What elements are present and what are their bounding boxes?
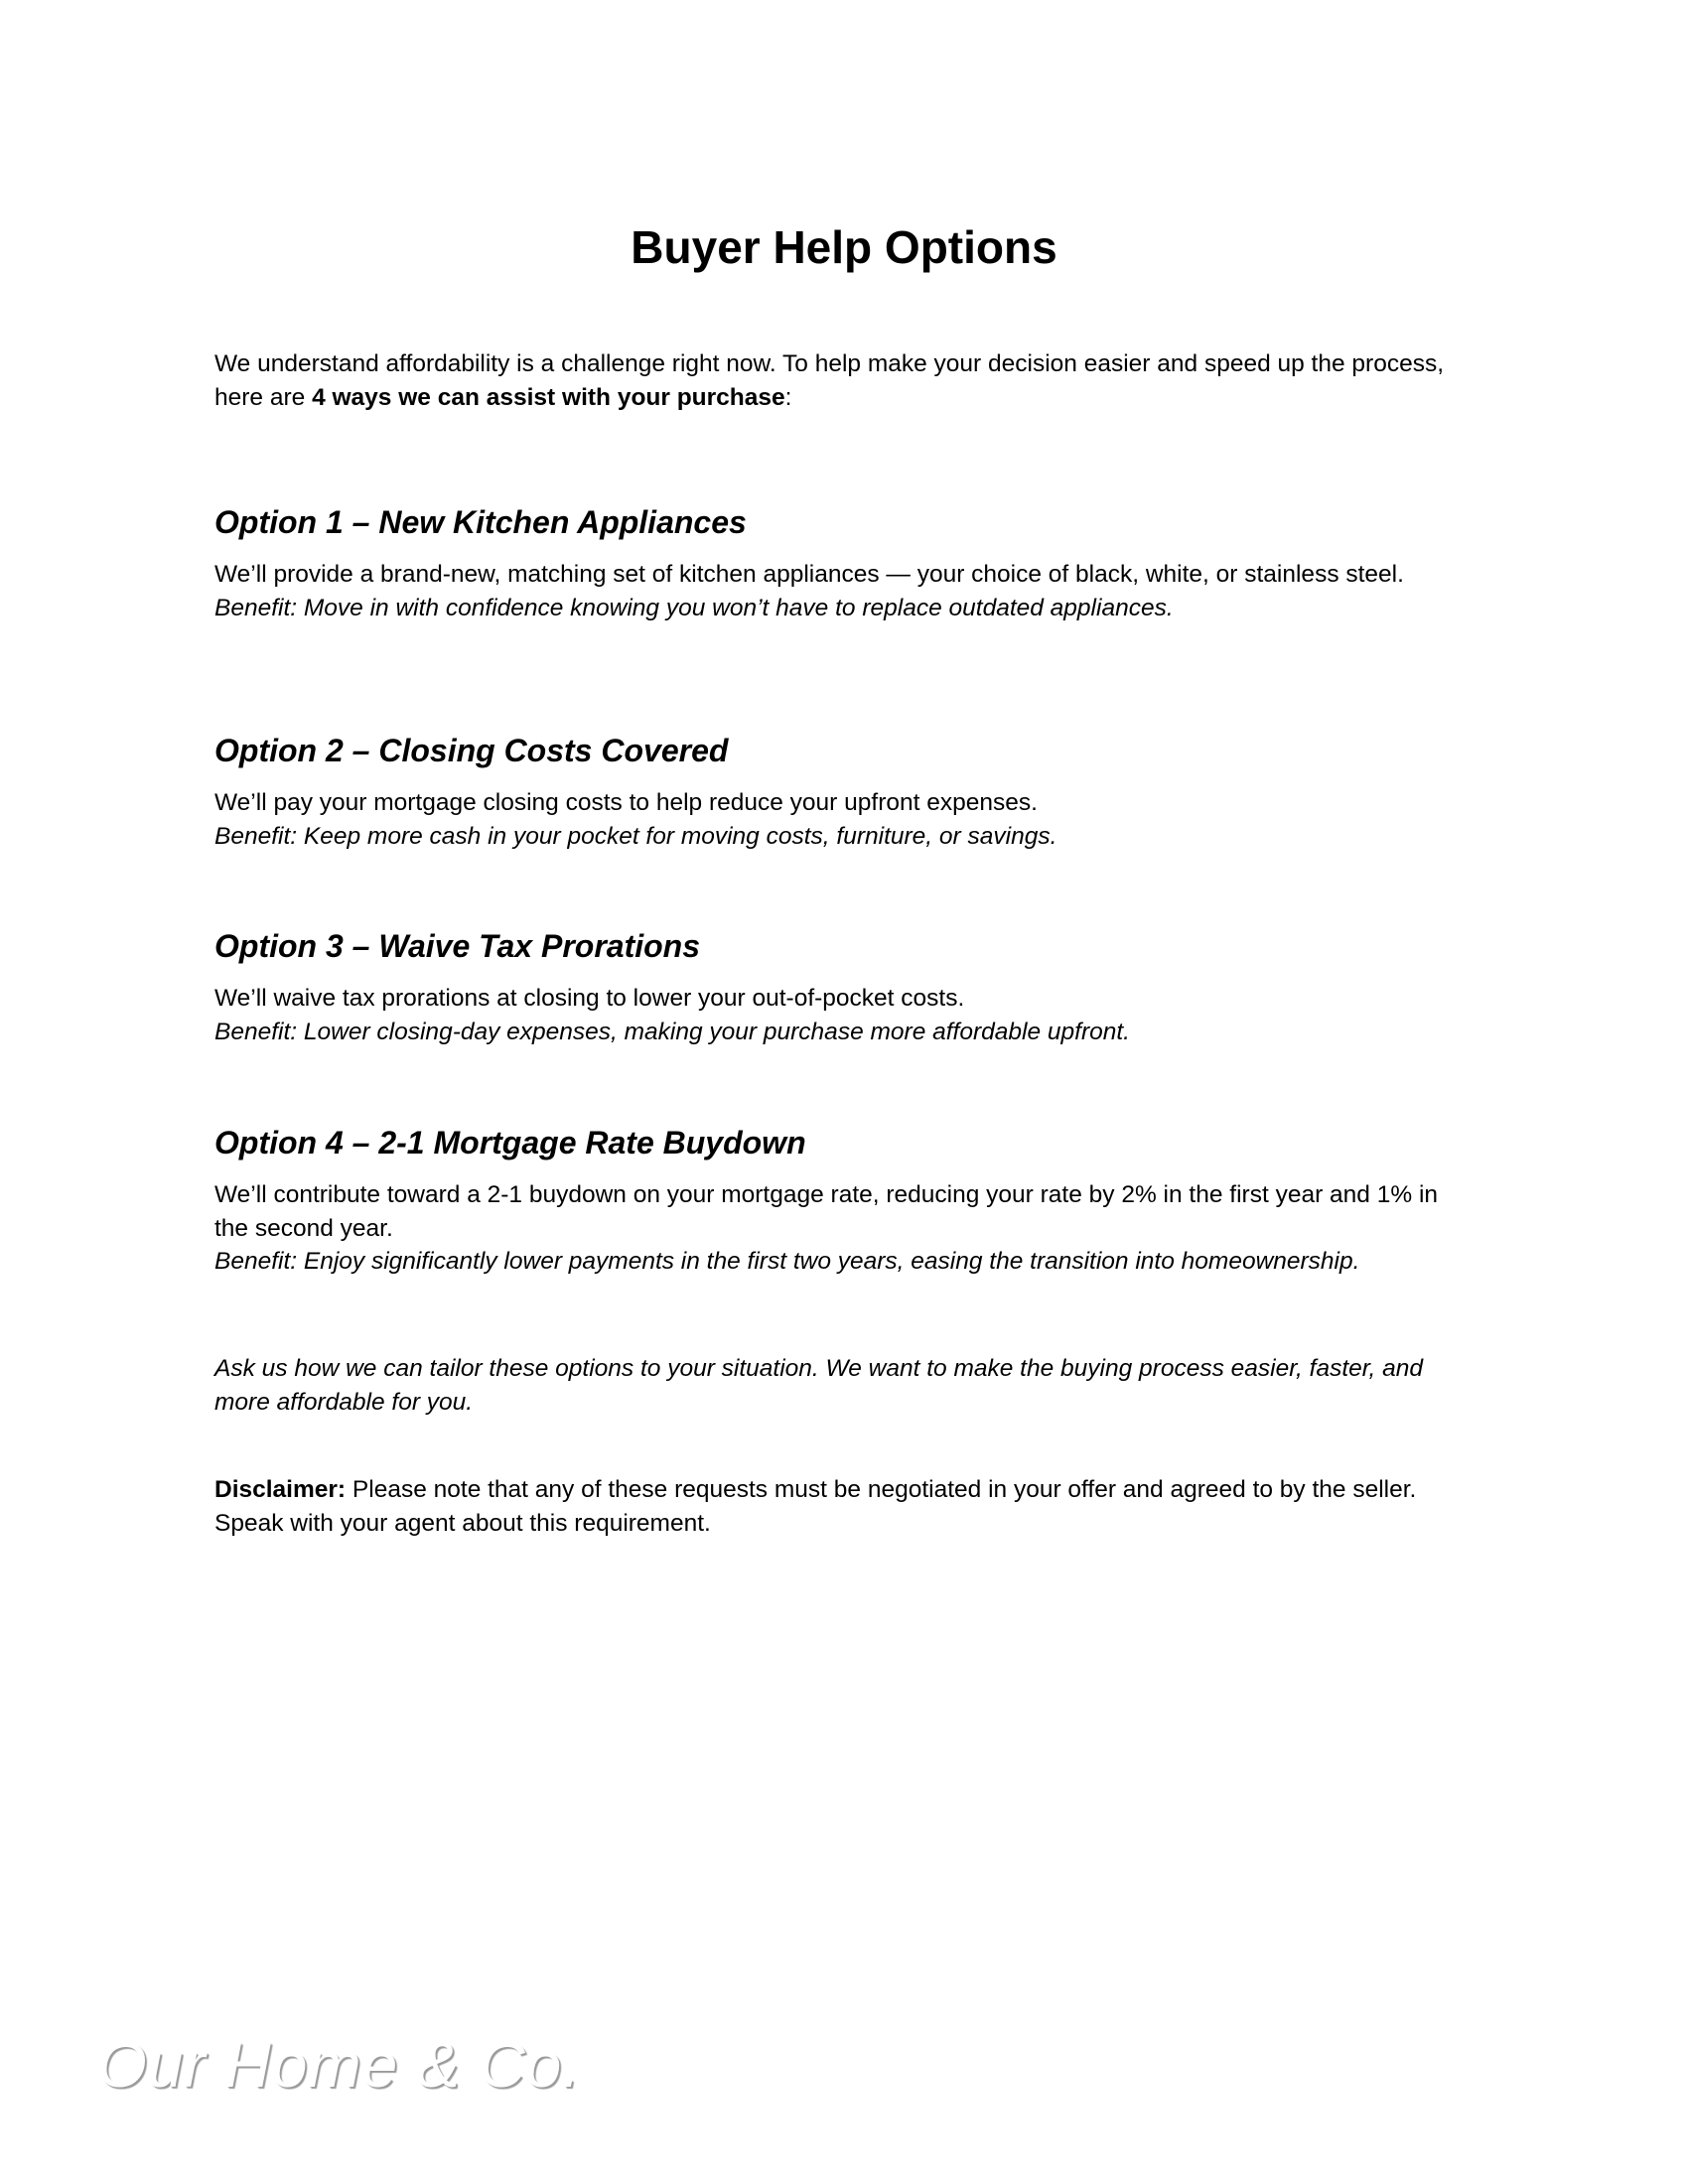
- page-title: Buyer Help Options: [631, 221, 1057, 273]
- intro-bold-text: 4 ways we can assist with your purchase: [312, 383, 785, 411]
- brand-watermark: Our Home & Co.: [97, 2029, 582, 2101]
- option-3-body: [214, 982, 1477, 1048]
- disclaimer-label: Disclaimer:: [214, 1476, 347, 1503]
- option-1-benefit: Benefit: Move in with confidence knowing you won’t have to replace outdated appliances.: [214, 594, 1174, 621]
- option-3-benefit: Benefit: Lower closing-day expenses, making your purchase more affordable upfront.: [214, 1018, 1130, 1045]
- option-4-benefit: Benefit: Enjoy significantly lower payments in the first two years, easing the transition into homeownership.: [214, 1248, 1360, 1276]
- option-1-description: We’ll provide a brand-new, matching set of kitchen appliances — your choice of black, white, or stainless steel.: [214, 561, 1404, 588]
- option-2-description: We’ll pay your mortgage closing costs to help reduce your upfront expenses.: [214, 789, 1038, 816]
- option-4-description: We’ll contribute toward a 2-1 buydown on your mortgage rate, reducing your rate by 2% in the first year and 1% in the second year.: [214, 1181, 1439, 1242]
- option-3-description: We’ll waive tax prorations at closing to lower your out-of-pocket costs.: [214, 985, 965, 1012]
- intro-text: We understand affordability is a challenge right now. To help make your decision easier and speed up the process, here are: [214, 350, 1445, 411]
- intro-paragraph: [214, 347, 1477, 414]
- disclaimer-paragraph: [214, 1473, 1477, 1540]
- disclaimer-text: Please note that any of these requests must be negotiated in your offer and agreed to by the seller. Speak with your agent about this requirement.: [214, 1476, 1417, 1537]
- option-2-heading: Option 2 – Closing Costs Covered: [214, 733, 729, 768]
- option-4-body: [214, 1178, 1477, 1279]
- option-4-heading: Option 4 – 2-1 Mortgage Rate Buydown: [214, 1125, 806, 1160]
- option-2-body: [214, 786, 1477, 853]
- option-2-benefit: Benefit: Keep more cash in your pocket for moving costs, furniture, or savings.: [214, 822, 1057, 850]
- closing-paragraph: Ask us how we can tailor these options to your situation. We want to make the buying process easier, faster, and more affordable for you.: [214, 1355, 1424, 1416]
- option-1-body: [214, 558, 1477, 624]
- intro-text-end: :: [784, 383, 792, 411]
- option-1-heading: Option 1 – New Kitchen Appliances: [214, 504, 747, 540]
- option-3-heading: Option 3 – Waive Tax Prorations: [214, 928, 701, 964]
